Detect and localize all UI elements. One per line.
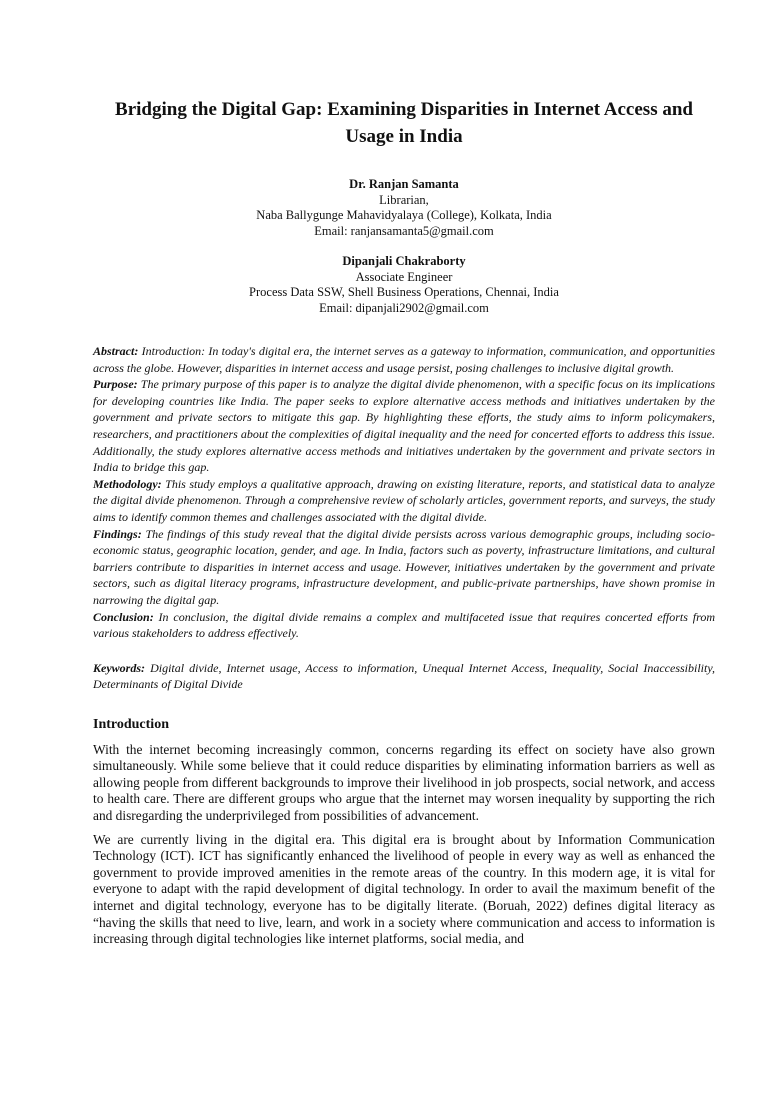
methodology-text: This study employs a qualitative approach, drawing on existing literature, reports, and statistical data to analyze the digital divide phenomenon. Through a comprehensive review of scholarly articles, government reports, and surveys, the study aims to identify common themes and challenges associated with the digital divide.	[93, 476, 715, 524]
abstract-label: Abstract:	[93, 344, 139, 358]
body-paragraph: With the internet becoming increasingly common, concerns regarding its effect on society have also grown simultaneously. While some believe that it could reduce disparities by eliminating information barriers as well as allowing people from different backgrounds to improve their livelihood in job prospects, social network, and access to health care. There are different groups who argue that the internet may worsen inequality by supporting the rich and disregarding the underprivileged from possibilities of advancement.	[93, 741, 715, 824]
abstract-methodology	[93, 476, 715, 526]
findings-label: Findings:	[93, 526, 142, 541]
abstract-intro	[93, 343, 715, 376]
author-role: Associate Engineer	[355, 269, 453, 284]
author-role: Librarian,	[379, 192, 429, 207]
keywords	[93, 660, 715, 692]
abstract	[93, 343, 715, 642]
abstract-purpose	[93, 376, 715, 476]
body-paragraph: We are currently living in the digital era. This digital era is brought about by Information Communication Technology (ICT). ICT has significantly enhanced the livelihood of people in every way as well as enhanced the government to provide improved amenities in the remote areas of the country. In this modern age, it is vital for everyone to adapt with the rapid development of digital technology. In order to avail the maximum benefit of the internet and digital technology, everyone has to be digitally literate. (Boruah, 2022) defines digital literacy as “having the skills that need to live, learn, and work in a society where communication and access to information is increasing through digital technologies like internet platforms, social media, and	[93, 831, 715, 947]
findings-text: The findings of this study reveal that the digital divide persists across various demographic groups, including socio-economic status, geographic location, gender, and age. In India, factors such as poverty, infrastructure limitations, and cultural barriers contribute to disparities in internet access and usage. However, initiatives undertaken by the government and private sectors, such as digital literacy programs, infrastructure development, and public-private partnerships, have shown promise in narrowing the digital gap.	[93, 526, 715, 607]
author-affiliation: Naba Ballygunge Mahavidyalaya (College), Kolkata, India	[256, 208, 552, 222]
author-affiliation: Process Data SSW, Shell Business Operations, Chennai, India	[249, 285, 559, 299]
abstract-findings	[93, 526, 715, 609]
paper-page	[0, 96, 768, 1120]
author-name: Dr. Ranjan Samanta	[349, 177, 459, 191]
methodology-label: Methodology:	[93, 476, 162, 491]
abstract-intro-text: Introduction: In today's digital era, the internet serves as a gateway to information, communication, and opportunities across the globe. However, disparities in internet access and usage persist, posing challenges to inclusive digital growth.	[93, 344, 715, 375]
author-name: Dipanjali Chakraborty	[342, 254, 466, 268]
conclusion-text: In conclusion, the digital divide remains a complex and multifaceted issue that requires concerted efforts from various stakeholders to address effectively.	[93, 609, 716, 641]
author-block	[93, 254, 715, 316]
author-email: Email: dipanjali2902@gmail.com	[319, 300, 489, 315]
author-email: Email: ranjansamanta5@gmail.com	[314, 223, 494, 238]
paper-title: Bridging the Digital Gap: Examining Disparities in Internet Access and Usage in India	[115, 99, 693, 147]
abstract-conclusion	[93, 609, 715, 642]
keywords-label: Keywords:	[93, 660, 145, 675]
purpose-label: Purpose:	[93, 377, 138, 392]
keywords-text: Digital divide, Internet usage, Access to information, Unequal Internet Access, Inequality, Social Inaccessibility, Determinants of Digital Divide	[93, 660, 716, 691]
purpose-text: The primary purpose of this paper is to analyze the digital divide phenomenon, with a specific focus on its implications for developing countries like India. The paper seeks to explore alternative access methods and initiatives undertaken by the government and private sectors to mitigate this gap. By highlighting these efforts, the study aims to inform policymakers, researchers, and practitioners about the complexities of digital inequality and the need for concerted efforts to address this issue. Additionally, the study explores alternative access methods and initiatives undertaken by the government and private sectors in India to bridge this gap.	[93, 377, 716, 475]
author-block	[93, 177, 715, 239]
conclusion-label: Conclusion:	[93, 609, 154, 624]
section-heading-introduction: Introduction	[93, 716, 169, 732]
author-list	[93, 177, 715, 316]
